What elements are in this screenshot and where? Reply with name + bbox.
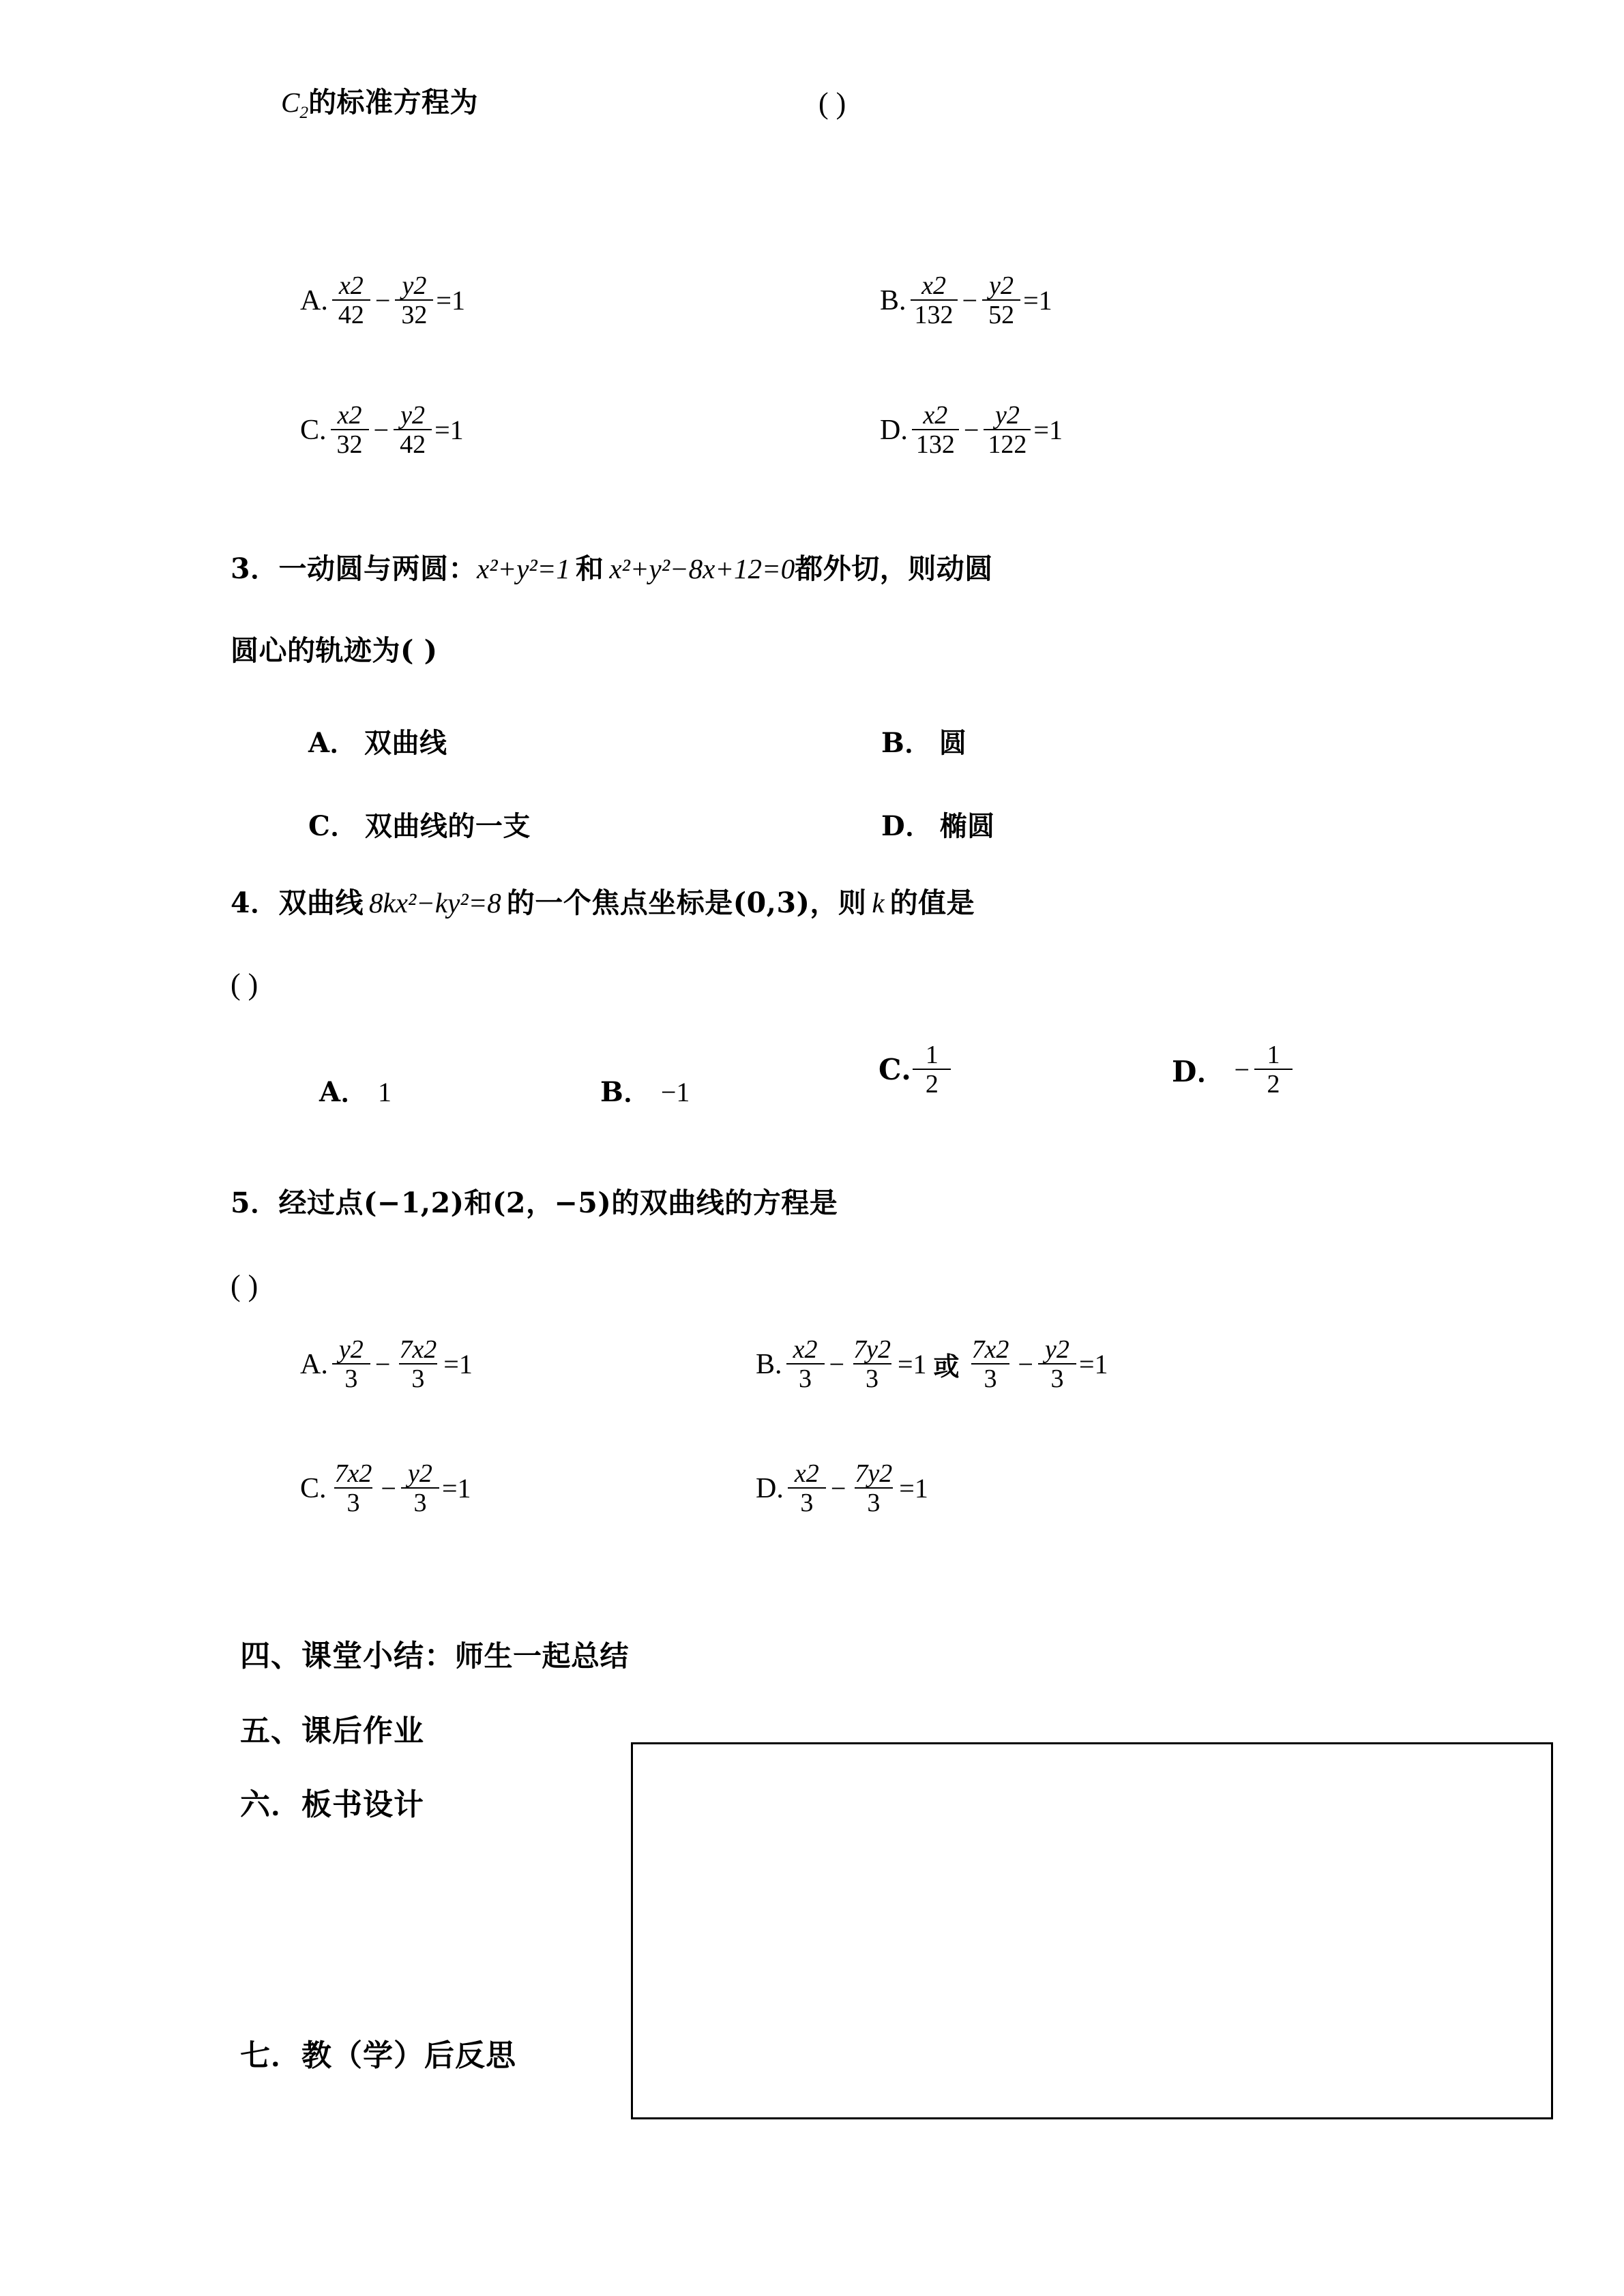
q5-option-a-tail: =1 xyxy=(443,1349,473,1380)
q4-option-b-label: B． xyxy=(600,1076,651,1108)
q3-stem-text-c: 都外切，则动圆 xyxy=(795,552,993,585)
q4-stem-text-b: 的一个焦点坐标是(0,3)，则 xyxy=(506,886,867,919)
section-four-title: 四、课堂小结： xyxy=(240,1639,455,1673)
q5-option-b-operator-2: − xyxy=(1018,1349,1033,1380)
section-seven-heading: 七．教（学）后反思 xyxy=(240,2038,516,2073)
q2-option-b-fraction-1 xyxy=(911,273,958,328)
q4-option-d[interactable] xyxy=(1172,1042,1295,1097)
q2-option-a-fraction-1 xyxy=(332,273,370,328)
q3-option-d[interactable] xyxy=(881,805,995,844)
numerator: y2 xyxy=(994,401,1020,430)
q4-option-d-equation xyxy=(1172,1042,1295,1097)
section-four-heading xyxy=(240,1631,629,1675)
numerator: y2 xyxy=(408,1459,432,1488)
denominator: 3 xyxy=(786,1363,825,1392)
q5-stem-text: 经过点(−1,2)和(2，−5)的双曲线的方程是 xyxy=(278,1187,838,1219)
q2-option-a-operator: − xyxy=(374,285,391,316)
q2-option-c-label: C. xyxy=(300,414,327,446)
q5-option-b-fraction-4 xyxy=(1038,1337,1076,1392)
q2-option-b-equation xyxy=(880,273,1052,328)
q5-option-c-label: C. xyxy=(300,1472,327,1504)
q2-option-d[interactable] xyxy=(880,402,1063,458)
q4-stem-line xyxy=(231,888,975,919)
q5-option-c-equation xyxy=(300,1461,471,1516)
q5-option-b[interactable] xyxy=(756,1337,1108,1392)
denominator: 42 xyxy=(332,299,370,328)
q3-stem-text-a: 一动圆与两圆： xyxy=(278,552,477,585)
q2-option-a-equation xyxy=(300,273,465,328)
q5-option-a-operator: − xyxy=(374,1349,391,1380)
q2-option-d-fraction-2 xyxy=(984,402,1031,458)
blackboard-design-box[interactable] xyxy=(631,1742,1553,2119)
q2-stem-text: 的标准方程为 xyxy=(308,86,479,119)
q2-stem-line xyxy=(281,86,479,123)
q2-option-b-operator: − xyxy=(962,285,978,316)
numerator: x2 xyxy=(794,1459,819,1488)
section-five-heading: 五、课后作业 xyxy=(240,1714,424,1748)
q5-option-a-fraction-1 xyxy=(332,1337,370,1392)
q4-option-a-label: A． xyxy=(319,1076,369,1108)
numerator: y2 xyxy=(989,271,1014,300)
q5-option-d-operator: − xyxy=(830,1473,846,1504)
q5-option-d-fraction-1 xyxy=(788,1461,826,1516)
denominator: 3 xyxy=(332,1363,370,1392)
denominator: 3 xyxy=(401,1487,439,1516)
denominator: 3 xyxy=(1038,1363,1076,1392)
numerator: x2 xyxy=(338,271,364,300)
numerator: 7x2 xyxy=(971,1335,1009,1364)
numerator: 1 xyxy=(925,1041,939,1069)
q4-equation: 8kx²−ky²=8 xyxy=(369,887,501,919)
q4-option-d-fraction xyxy=(1254,1042,1293,1097)
denominator: 2 xyxy=(1254,1069,1293,1097)
q5-option-c-fraction-1 xyxy=(331,1461,377,1516)
q5-option-b-equation xyxy=(756,1337,1108,1392)
denominator: 3 xyxy=(853,1363,891,1392)
q5-option-c[interactable] xyxy=(300,1461,471,1516)
q2-option-b-tail: =1 xyxy=(1023,285,1052,316)
q5-option-b-fraction-3 xyxy=(968,1337,1014,1392)
q2-option-c-fraction-2 xyxy=(394,402,432,458)
q4-option-d-label: D． xyxy=(1172,1054,1226,1088)
denominator: 42 xyxy=(394,429,432,458)
q3-stem-line-1 xyxy=(231,554,993,584)
q3-option-d-label: D． xyxy=(881,810,933,842)
numerator: 7y2 xyxy=(853,1335,891,1364)
numerator: y2 xyxy=(400,401,426,430)
numerator: 1 xyxy=(1267,1041,1280,1069)
numerator: x2 xyxy=(337,401,362,430)
q5-option-b-fraction-2 xyxy=(849,1337,895,1392)
section-four-body: 师生一起总结 xyxy=(455,1639,630,1673)
q5-option-a-label: A. xyxy=(300,1348,328,1380)
q5-option-c-fraction-2 xyxy=(401,1461,439,1516)
denominator: 3 xyxy=(788,1487,826,1516)
q5-number: 5． xyxy=(231,1187,279,1219)
q5-option-a-equation xyxy=(300,1337,473,1392)
numerator: x2 xyxy=(793,1335,818,1364)
q2-option-d-tail: =1 xyxy=(1033,415,1063,445)
q4-number: 4． xyxy=(231,886,279,919)
q5-option-b-tail-2: =1 xyxy=(1078,1349,1108,1380)
q3-option-a-text: 双曲线 xyxy=(364,727,447,759)
q5-option-b-operator-1: − xyxy=(829,1349,845,1380)
q5-option-a-fraction-2 xyxy=(395,1337,441,1392)
q3-equation-1: x²+y²=1 xyxy=(477,553,570,584)
denominator: 122 xyxy=(984,429,1031,458)
q4-option-a-value: 1 xyxy=(378,1077,392,1107)
q5-option-a[interactable] xyxy=(300,1337,473,1392)
q3-option-b-label: B． xyxy=(881,727,932,759)
denominator: 32 xyxy=(395,299,433,328)
q2-option-c-operator: − xyxy=(373,415,389,445)
q2-option-a-tail: =1 xyxy=(436,285,465,316)
q2-option-c-tail: =1 xyxy=(434,415,464,445)
q5-option-d-tail: =1 xyxy=(899,1473,928,1504)
q5-option-d-label: D. xyxy=(756,1472,784,1504)
q4-option-d-sign: − xyxy=(1234,1054,1250,1085)
q5-option-d[interactable] xyxy=(756,1461,928,1516)
q5-option-b-fraction-1 xyxy=(786,1337,825,1392)
q2-option-c-equation xyxy=(300,402,464,458)
numerator: y2 xyxy=(1045,1335,1069,1364)
q2-option-a[interactable] xyxy=(300,273,465,328)
q3-option-a[interactable] xyxy=(308,721,447,760)
denominator: 2 xyxy=(913,1069,951,1097)
q4-stem-text-a: 双曲线 xyxy=(278,886,364,919)
q3-number: 3． xyxy=(231,552,279,585)
q2-option-a-fraction-2 xyxy=(395,273,433,328)
denominator: 3 xyxy=(334,1487,372,1516)
q5-stem-line xyxy=(231,1188,838,1219)
q2-option-c-fraction-1 xyxy=(331,402,369,458)
numerator: 7x2 xyxy=(399,1335,437,1364)
q2-variable-C: $C_2$ xyxy=(281,87,309,123)
denominator: 3 xyxy=(855,1487,893,1516)
q5-option-b-label: B. xyxy=(756,1348,782,1380)
q4-option-a[interactable] xyxy=(319,1071,392,1109)
numerator: y2 xyxy=(338,1335,364,1364)
numerator: x2 xyxy=(923,401,948,430)
q4-variable-k: k xyxy=(872,887,885,919)
q2-option-d-label: D. xyxy=(880,414,908,446)
numerator: 7x2 xyxy=(334,1459,372,1488)
denominator: 132 xyxy=(911,299,958,328)
q3-stem-line-2 xyxy=(231,636,438,666)
q5-option-b-tail-1: =1 xyxy=(897,1349,927,1380)
q3-option-c[interactable] xyxy=(308,805,531,844)
q3-option-d-text: 椭圆 xyxy=(939,810,995,842)
q2-option-a-label: A. xyxy=(300,284,328,316)
q2-option-d-equation xyxy=(880,402,1063,458)
q2-option-b-label: B. xyxy=(880,284,906,316)
q3-option-c-label: C． xyxy=(308,810,358,842)
q3-option-b[interactable] xyxy=(881,721,966,760)
denominator: 3 xyxy=(399,1363,437,1392)
q3-stem-text-2: 圆心的轨迹为( ) xyxy=(231,634,438,667)
numerator: y2 xyxy=(402,271,427,300)
numerator: 7y2 xyxy=(855,1459,893,1488)
q4-option-c[interactable] xyxy=(879,1042,954,1097)
q4-option-b[interactable] xyxy=(600,1071,690,1109)
q2-option-b[interactable] xyxy=(880,273,1052,328)
q4-option-c-equation xyxy=(879,1042,954,1097)
q4-option-c-label: C. xyxy=(879,1053,912,1086)
section-six-heading: 六．板书设计 xyxy=(240,1787,424,1822)
q5-option-b-conjunction: 或 xyxy=(933,1351,960,1382)
denominator: 32 xyxy=(331,429,369,458)
q3-option-c-text: 双曲线的一支 xyxy=(364,810,531,842)
q3-option-a-label: A． xyxy=(308,727,358,759)
numerator: x2 xyxy=(921,271,946,300)
q2-option-b-fraction-2 xyxy=(982,273,1020,328)
denominator: 3 xyxy=(971,1363,1009,1392)
q4-answer-bracket: ( ) xyxy=(231,968,259,1001)
q3-option-b-text: 圆 xyxy=(939,727,967,759)
q5-answer-bracket: ( ) xyxy=(231,1269,259,1302)
q4-stem-text-c: 的值是 xyxy=(889,886,975,919)
q4-option-b-value: −1 xyxy=(660,1077,690,1107)
q2-variable-subscript: 2 xyxy=(299,103,309,123)
q5-option-d-equation xyxy=(756,1461,928,1516)
q2-answer-bracket: ( ) xyxy=(818,87,846,120)
q2-option-d-operator: − xyxy=(963,415,979,445)
q2-option-c[interactable] xyxy=(300,402,464,458)
q4-option-c-fraction xyxy=(913,1042,951,1097)
q5-option-c-operator: − xyxy=(381,1473,396,1504)
denominator: 52 xyxy=(982,299,1020,328)
q5-option-d-fraction-2 xyxy=(851,1461,896,1516)
q5-option-c-tail: =1 xyxy=(441,1473,471,1504)
q2-option-d-fraction-1 xyxy=(912,402,959,458)
q3-equation-2: x²+y²−8x+12=0 xyxy=(609,553,795,584)
q3-conjunction: 和 xyxy=(575,552,604,585)
denominator: 132 xyxy=(912,429,959,458)
